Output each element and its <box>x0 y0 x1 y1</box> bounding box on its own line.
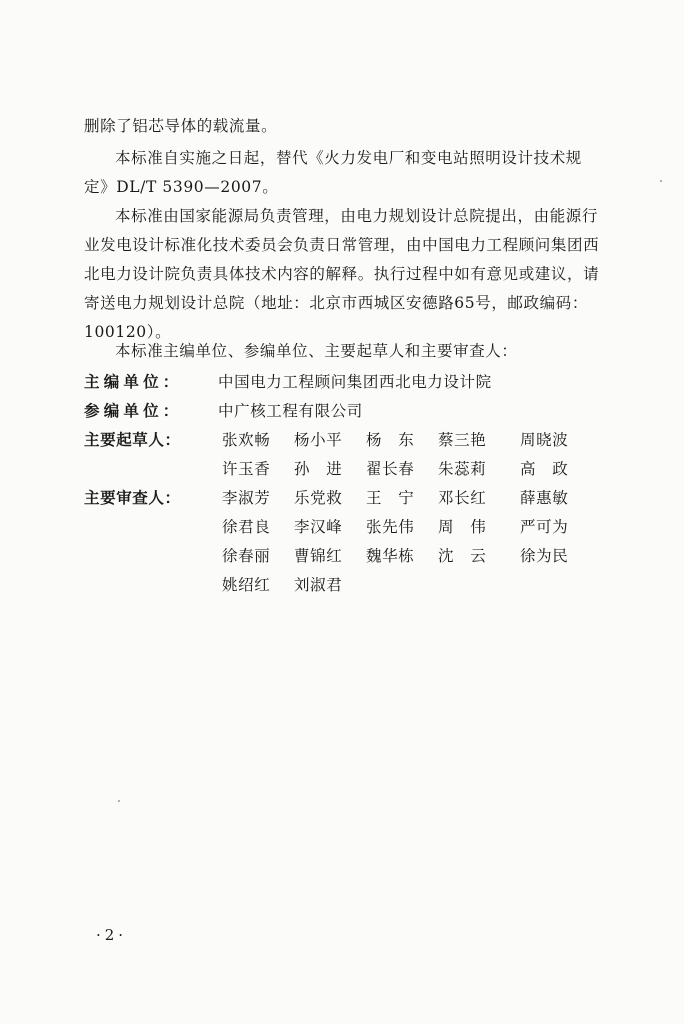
chief-editor-value: 中国电力工程顾问集团西北电力设计院 <box>218 373 492 391</box>
scan-speck <box>118 800 120 802</box>
paragraph-replacement: 本标准自实施之日起，替代《火力发电厂和变电站照明设计技术规定》DL/T 5390—2007。 <box>84 149 582 196</box>
reviewer-name: 李淑芳 <box>222 489 271 507</box>
reviewer-name: 王 宁 <box>366 489 415 507</box>
participant-value: 中广核工程有限公司 <box>218 402 363 420</box>
drafters-label-row <box>84 426 218 455</box>
reviewers-label: 主要审查人： <box>84 489 181 507</box>
reviewer-name: 刘淑君 <box>294 576 343 594</box>
drafters-names <box>222 426 602 484</box>
drafter-name: 张欢畅 <box>222 431 271 449</box>
drafter-name: 杨 东 <box>366 431 415 449</box>
reviewer-name: 邓长红 <box>438 489 487 507</box>
drafter-name: 许玉香 <box>222 460 271 478</box>
reviewer-name: 沈 云 <box>438 547 487 565</box>
drafters-label: 主要起草人： <box>84 431 181 449</box>
paragraph-management: 本标准由国家能源局负责管理，由电力规划设计总院提出，由能源行业发电设计标准化技术委员会负责日常管理，由中国电力工程顾问集团西北电力设计院负责具体技术内容的解释。执行过程中如有意见或建议，请寄送电力规划设计总院（地址：北京市西城区安德路65号，邮政编码：100120）。 <box>84 207 600 341</box>
reviewer-name: 曹锦红 <box>294 547 343 565</box>
reviewer-name: 姚绍红 <box>222 576 271 594</box>
drafter-name: 高 政 <box>520 460 569 478</box>
drafter-name: 周晓波 <box>520 431 569 449</box>
reviewer-name: 乐党救 <box>294 489 343 507</box>
reviewer-name: 徐为民 <box>520 547 569 565</box>
reviewer-name: 魏华栋 <box>366 547 415 565</box>
drafter-name: 孙 进 <box>294 460 343 478</box>
participant-label: 参编单位： <box>84 402 183 420</box>
reviewers-names <box>222 484 602 600</box>
paragraph-units-intro: 本标准主编单位、参编单位、主要起草人和主要审查人： <box>115 342 518 360</box>
drafter-name: 蔡三艳 <box>438 431 487 449</box>
drafter-name: 翟长春 <box>366 460 415 478</box>
chief-editor-row <box>84 368 492 397</box>
reviewer-name: 严可为 <box>520 518 569 536</box>
reviewer-name: 李汉峰 <box>294 518 343 536</box>
reviewer-name: 徐君良 <box>222 518 271 536</box>
reviewers-label-row <box>84 484 218 513</box>
page-number: ·2· <box>96 926 128 944</box>
reviewer-name: 薛惠敏 <box>520 489 569 507</box>
drafter-name: 朱蕊莉 <box>438 460 487 478</box>
reviewer-name: 张先伟 <box>366 518 415 536</box>
drafter-name: 杨小平 <box>294 431 343 449</box>
reviewer-name: 周 伟 <box>438 518 487 536</box>
reviewer-name: 徐春丽 <box>222 547 271 565</box>
paragraph-deletion-note: 删除了铝芯导体的载流量。 <box>84 117 278 135</box>
chief-editor-label: 主编单位： <box>84 373 183 391</box>
participant-row <box>84 397 363 426</box>
scan-speck <box>660 180 662 182</box>
